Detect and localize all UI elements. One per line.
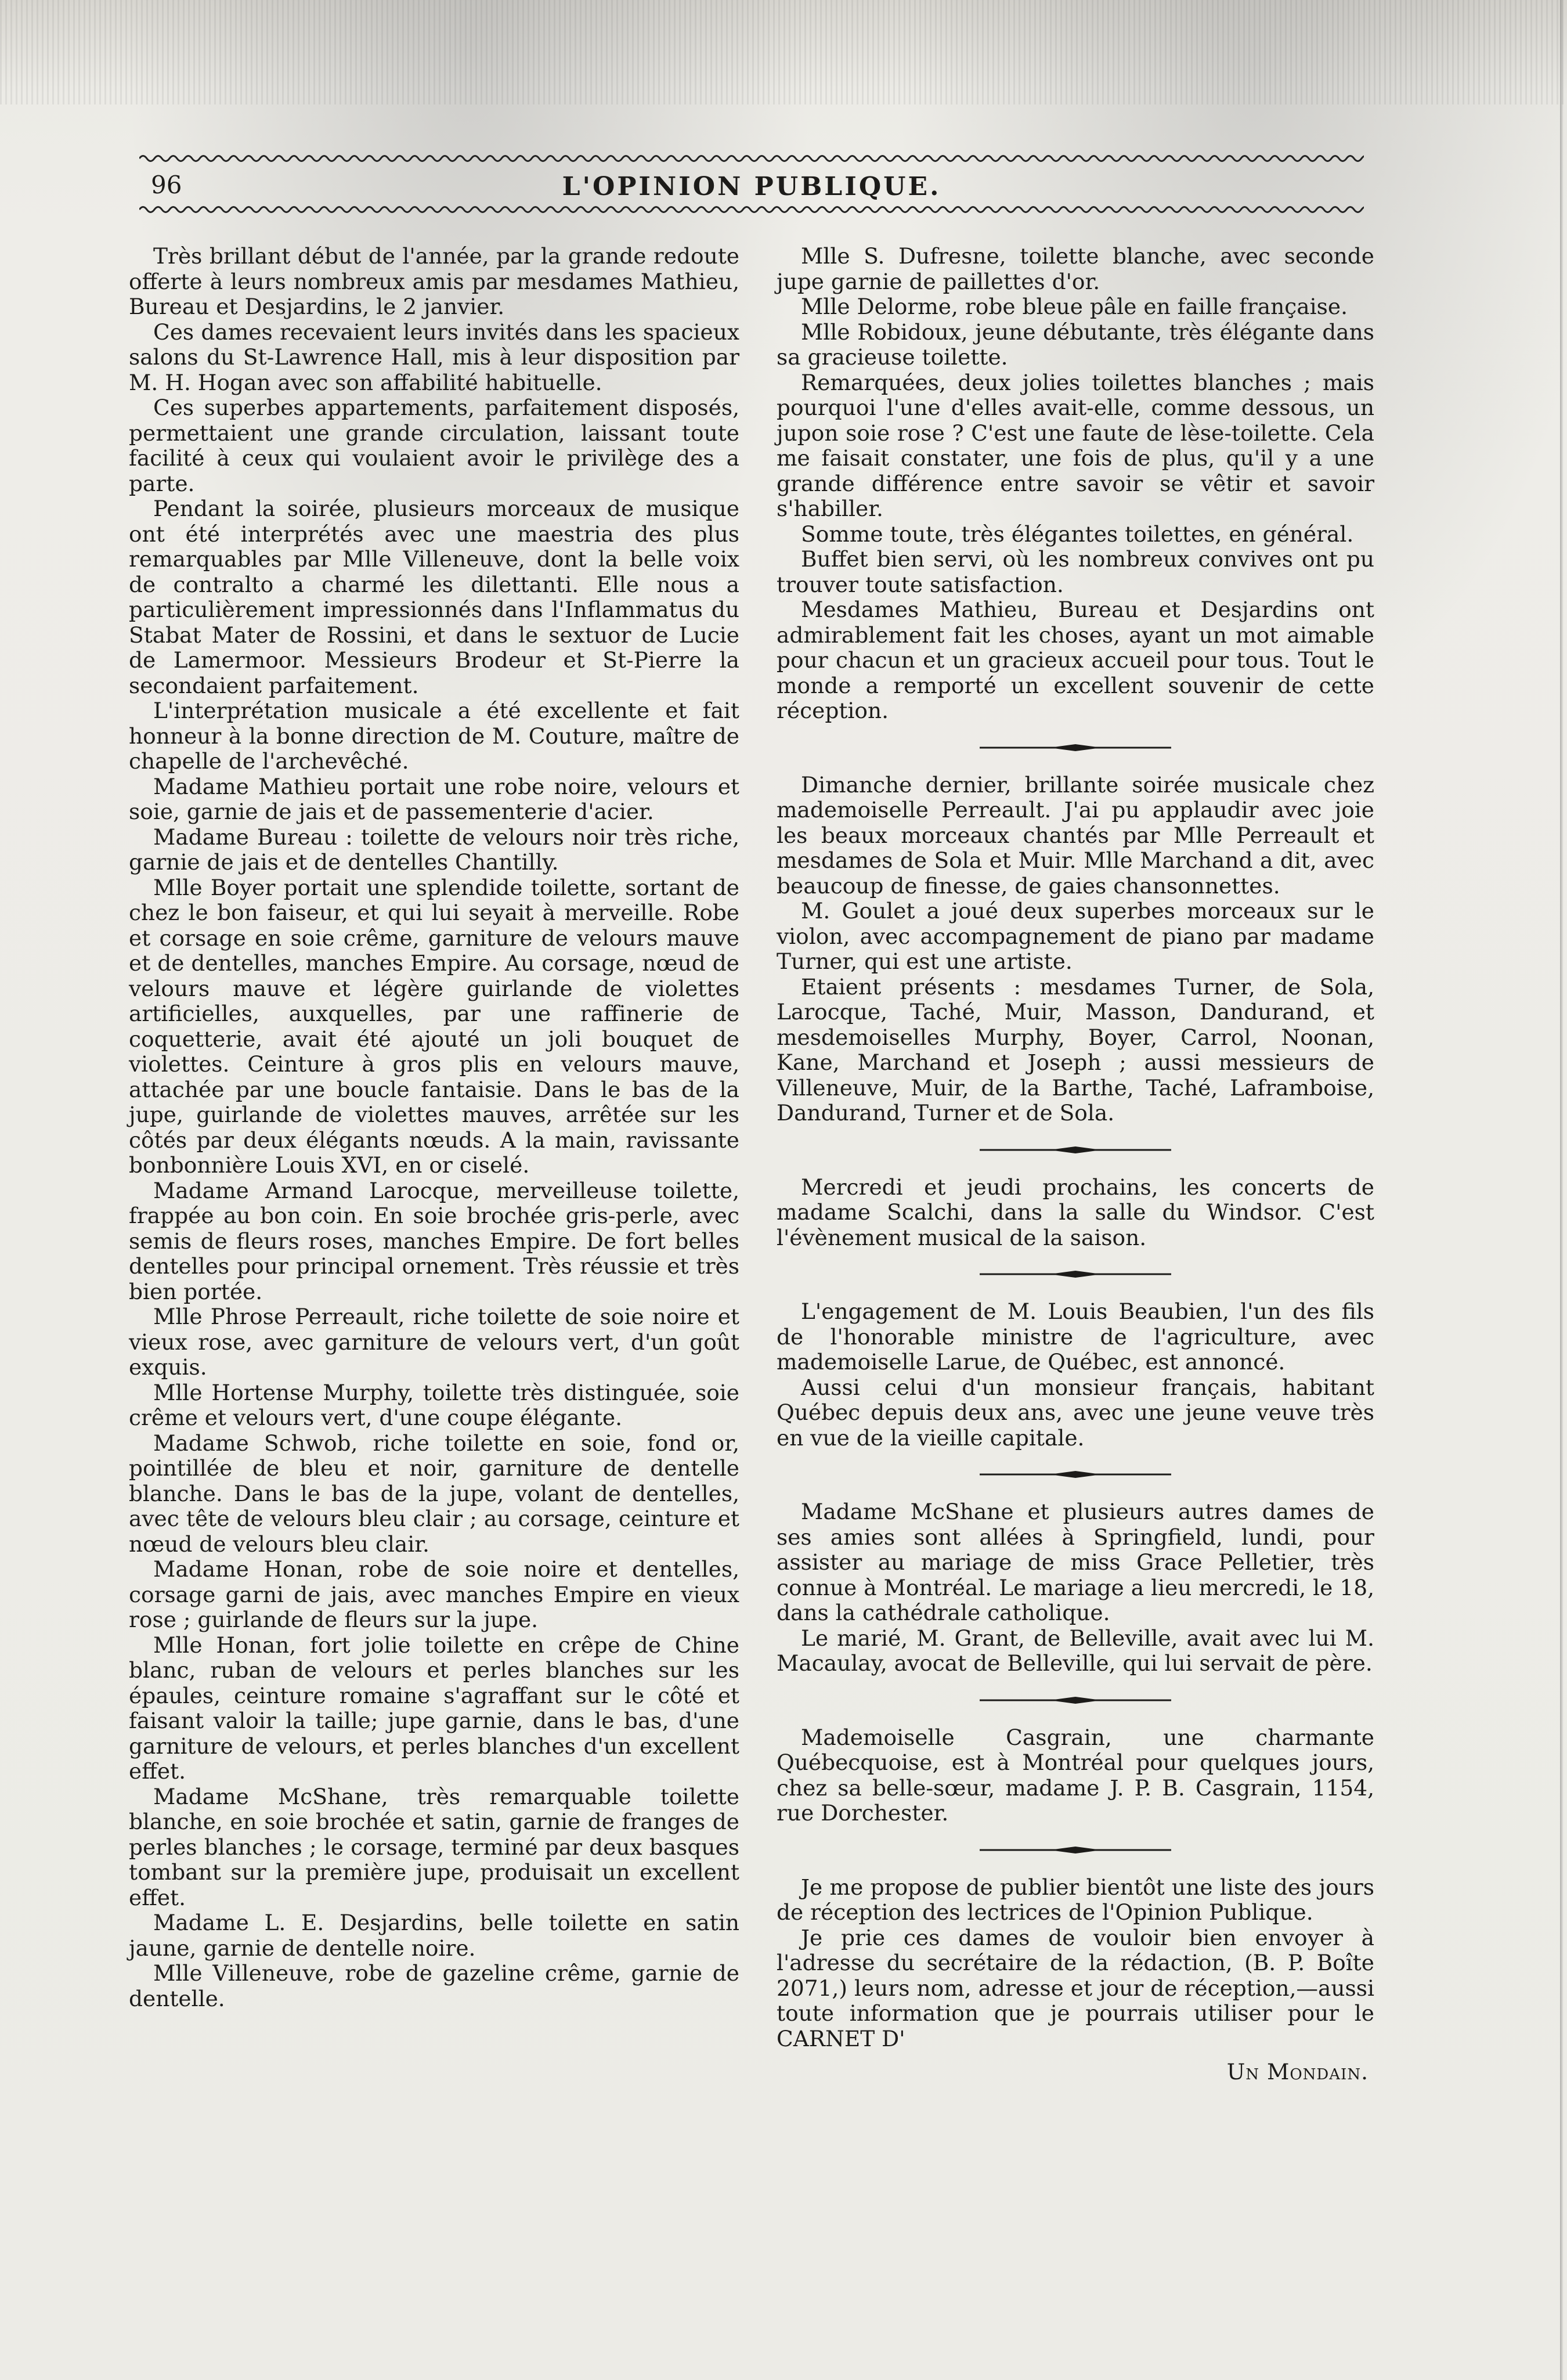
scan-noise <box>0 0 1567 104</box>
scan-edge <box>1560 0 1564 2380</box>
paragraph: L'engagement de M. Louis Beaubien, l'un des fils de l'honorable ministre de l'agriculture, avec mademoiselle Larue, de Québec, est annoncé. <box>777 1299 1374 1375</box>
section-divider <box>777 1844 1374 1856</box>
paragraph: Très brillant début de l'année, par la grande redoute offerte à leurs nombreux amis par mesdames Mathieu, Bureau et Desjardins, le 2 janvier. <box>129 243 739 319</box>
paragraph: Mlle Honan, fort jolie toilette en crêpe de Chine blanc, ruban de velours et perles blanches sur les épaules, ceinture romaine s'agraffant sur le côté et faisant valoir la taille; jupe garnie, dans le bas, d'une garniture de velours, et perles blanches d'un excellent effet. <box>129 1632 739 1784</box>
paragraph: Remarquées, deux jolies toilettes blanches ; mais pourquoi l'une d'elles avait-elle, comme dessous, un jupon soie rose ? C'est une faute de lèse-toilette. Cela me faisait constater, une fois de plus, qu'il y a une grande différence entre savoir se vêtir et savoir s'habiller. <box>777 369 1374 521</box>
paragraph: Mademoiselle Casgrain, une charmante Québecquoise, est à Montréal pour quelques jours, chez sa belle-sœur, madame J. P. B. Casgrain, 1154, rue Dorchester. <box>777 1724 1374 1826</box>
header-rule-bottom <box>139 203 1364 216</box>
paragraph: Somme toute, très élégantes toilettes, en général. <box>801 521 1354 547</box>
paragraph: Je prie ces dames de vouloir bien envoyer à l'adresse du secrétaire de la rédaction, (B. P. Boîte 2071,) leurs nom, adresse et jour de réception,—aussi toute information que je pourrais utiliser pour le CARNET D' <box>777 1924 1374 2051</box>
paragraph: Madame McShane, très remarquable toilette blanche, en soie brochée et satin, garnie de franges de perles blanches ; le corsage, terminé par deux basques tombant sur la première jupe, produisait un excellent effet. <box>129 1783 739 1910</box>
paragraph: Etaient présents : mesdames Turner, de Sola, Larocque, Taché, Muir, Masson, Dandurand, et mesdemoiselles Murphy, Boyer, Carrol, Noonan, Kane, Marchand et Joseph ; aussi messieurs de Villeneuve, Muir, de la Barthe, Taché, Laframboise, Dandurand, Turner et de Sola. <box>777 973 1374 1126</box>
paragraph: Mlle S. Dufresne, toilette blanche, avec seconde jupe garnie de paillettes d'or. <box>777 243 1374 294</box>
paragraph: Madame Schwob, riche toilette en soie, fond or, pointillée de bleu et noir, garniture de dentelle blanche. Dans le bas de la jupe, volant de dentelles, avec tête de velours bleu clair ; au corsage, ceinture et nœud de velours bleu clair. <box>129 1430 739 1557</box>
page-header <box>139 168 1364 204</box>
paragraph: Mesdames Mathieu, Bureau et Desjardins ont admirablement fait les choses, ayant un mot aimable pour chacun et un gracieux accueil pour tous. Tout le monde a remporté un excellent souvenir de cette réception. <box>777 597 1374 723</box>
paragraph: Mlle Boyer portait une splendide toilette, sortant de chez le bon faiseur, et qui lui seyait à merveille. Robe et corsage en soie crême, garniture de velours mauve et de dentelles, manches Empire. Au corsage, nœud de velours mauve et légère guirlande de violettes artificielles, auxquelles, par une raffinerie de coquetterie, avait été ajouté un joli bouquet de violettes. Ceinture à gros plis en velours mauve, attachée par une boucle fantaisie. Dans le bas de la jupe, guirlande de violettes mauves, arrêtée sur les côtés par deux élégants nœuds. A la main, ravissante bonbonnière Louis XVI, en or ciselé. <box>129 874 739 1178</box>
paragraph: Mlle Hortense Murphy, toilette très distinguée, soie crême et velours vert, d'une coupe élégante. <box>129 1379 739 1430</box>
paragraph: Madame Armand Larocque, merveilleuse toilette, frappée au bon coin. En soie brochée gris-perle, avec semis de fleurs roses, manches Empire. De fort belles dentelles pour principal ornement. Très réussie et très bien portée. <box>129 1177 739 1304</box>
page-number: 96 <box>151 171 182 199</box>
paragraph: Dimanche dernier, brillante soirée musicale chez mademoiselle Perreault. J'ai pu applaudir avec joie les beaux morceaux chantés par Mlle Perreault et mesdames de Sola et Muir. Mlle Marchand a dit, avec beaucoup de finesse, de gaies chansonnettes. <box>777 771 1374 899</box>
right-column <box>777 244 1374 2085</box>
paragraph: Mlle Robidoux, jeune débutante, très élégante dans sa gracieuse toilette. <box>777 319 1374 370</box>
paragraph: Mlle Delorme, robe bleue pâle en faille française. <box>801 294 1348 319</box>
paragraph: Le marié, M. Grant, de Belleville, avait avec lui M. Macaulay, avocat de Belleville, qui lui servait de père. <box>777 1625 1374 1676</box>
paragraph: M. Goulet a joué deux superbes morceaux sur le violon, avec accompagnement de piano par madame Turner, qui est une artiste. <box>777 898 1374 974</box>
paragraph: Madame Bureau : toilette de velours noir très riche, garnie de jais et de dentelles Chantilly. <box>129 824 739 875</box>
author-signature: Un Mondain. <box>1226 2059 1369 2085</box>
paragraph: Aussi celui d'un monsieur français, habitant Québec depuis deux ans, avec une jeune veuve très en vue de la vieille capitale. <box>777 1374 1374 1451</box>
paragraph: Ces superbes appartements, parfaitement disposés, permettaient une grande circulation, laissant toute facilité à ceux qui voulaient avoir le privilège des a parte. <box>129 395 739 496</box>
paragraph: Ces dames recevaient leurs invités dans les spacieux salons du St-Lawrence Hall, mis à leur disposition par M. H. Hogan avec son affabilité habituelle. <box>129 319 739 395</box>
paragraph: Pendant la soirée, plusieurs morceaux de musique ont été interprétés avec une maestria des plus remarquables par Mlle Villeneuve, dont la belle voix de contralto a charmé les dilettanti. Elle nous a particulièrement impressionnés dans l'Inflammatus du Stabat Mater de Rossini, et dans le sextuor de Lucie de Lamermoor. Messieurs Brodeur et St-Pierre la secondaient parfaitement. <box>129 496 739 698</box>
paragraph: L'interprétation musicale a été excellente et fait honneur à la bonne direction de M. Couture, maître de chapelle de l'archevêché. <box>129 698 739 774</box>
section-divider <box>777 1268 1374 1281</box>
publication-title: L'OPINION PUBLIQUE. <box>562 172 941 201</box>
section-divider <box>777 1144 1374 1156</box>
paragraph: Je me propose de publier bientôt une liste des jours de réception des lectrices de l'Opinion Publique. <box>777 1874 1374 1925</box>
paragraph: Madame Honan, robe de soie noire et dentelles, corsage garni de jais, avec manches Empire en vieux rose ; guirlande de fleurs sur la jupe. <box>129 1556 739 1632</box>
paragraph: Madame McShane et plusieurs autres dames de ses amies sont allées à Springfield, lundi, pour assister au mariage de miss Grace Pelletier, très connue à Montréal. Le mariage a lieu mercredi, le 18, dans la cathédrale catholique. <box>777 1499 1374 1625</box>
section-divider <box>777 741 1374 754</box>
section-divider <box>777 1694 1374 1707</box>
left-column <box>129 244 739 2011</box>
paragraph: Buffet bien servi, où les nombreux convives ont pu trouver toute satisfaction. <box>777 546 1374 597</box>
paragraph: Mlle Phrose Perreault, riche toilette de soie noire et vieux rose, avec garniture de velours vert, d'un goût exquis. <box>129 1304 739 1380</box>
section-divider <box>777 1468 1374 1481</box>
header-rule-top <box>139 152 1364 165</box>
paragraph: Madame Mathieu portait une robe noire, velours et soie, garnie de jais et de passementerie d'acier. <box>129 773 739 824</box>
paragraph: Madame L. E. Desjardins, belle toilette en satin jaune, garnie de dentelle noire. <box>129 1910 739 1961</box>
paragraph: Mlle Villeneuve, robe de gazeline crême, garnie de dentelle. <box>129 1960 739 2011</box>
paragraph: Mercredi et jeudi prochains, les concerts de madame Scalchi, dans la salle du Windsor. C'est l'évènement musical de la saison. <box>777 1174 1374 1250</box>
